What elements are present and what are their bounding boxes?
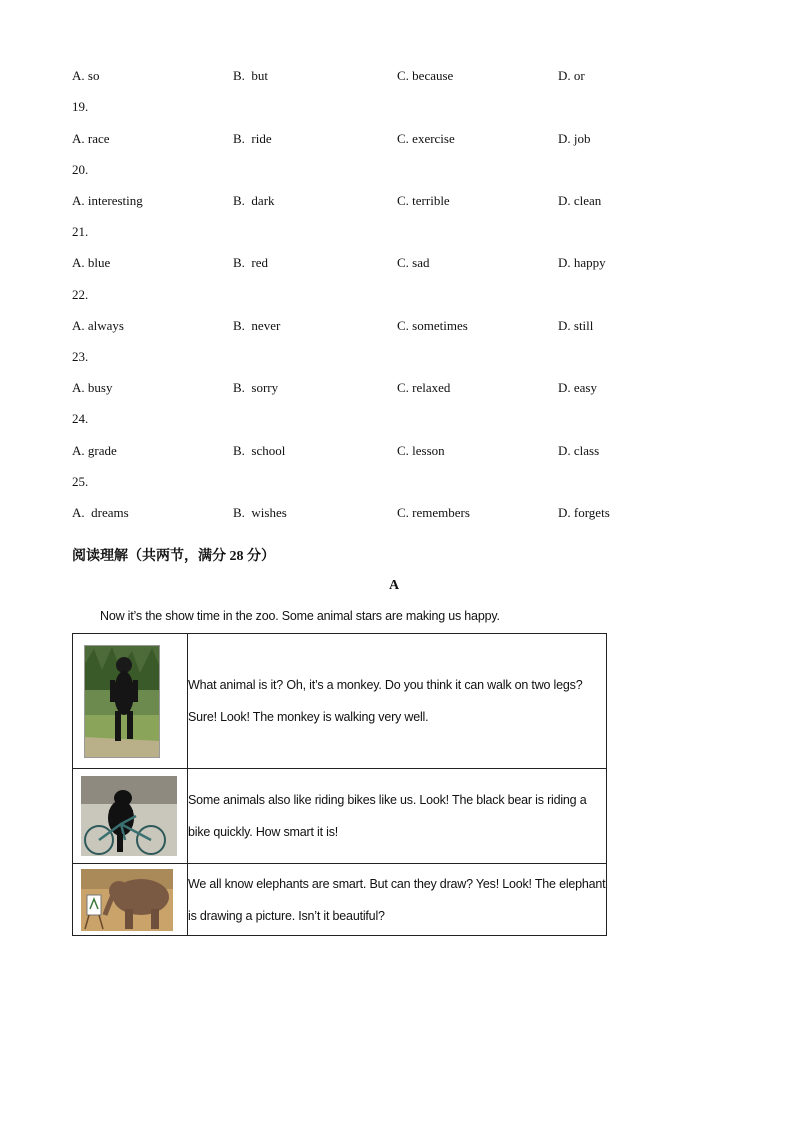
section-title: 阅读理解（共两节，满分 28 分） [72, 549, 275, 564]
table-row [73, 634, 607, 769]
options-row-25 [72, 505, 632, 521]
table-cell-image [73, 769, 188, 864]
options-row-24 [72, 443, 632, 459]
option-a: A. busy [72, 380, 113, 395]
option-b: B. school [233, 443, 286, 458]
option-a: A. dreams [72, 505, 129, 520]
option-c: C. lesson [397, 443, 445, 458]
option-a: A. so [72, 68, 100, 83]
options-row-20 [72, 193, 632, 209]
option-b: B. ride [233, 131, 272, 146]
option-c: C. because [397, 68, 454, 83]
question-number: 23. [72, 349, 89, 364]
monkey-photo-icon [84, 645, 160, 758]
question-number: 25. [72, 474, 89, 489]
option-b: B. sorry [233, 380, 279, 395]
option-d: D. class [558, 443, 600, 458]
option-c: C. exercise [397, 131, 455, 146]
bear-bike-photo [81, 776, 177, 856]
option-a: A. interesting [72, 193, 143, 208]
table-row [73, 864, 607, 936]
bear-bike-photo-icon [81, 776, 177, 856]
options-row-23 [72, 380, 632, 396]
option-c: C. sometimes [397, 318, 468, 333]
table-row [73, 769, 607, 864]
option-a: A. blue [72, 255, 111, 270]
question-number: 24. [72, 411, 89, 426]
options-row-18 [72, 68, 632, 84]
option-a: A. always [72, 318, 124, 333]
option-b: B. never [233, 318, 281, 333]
option-b: B. dark [233, 193, 275, 208]
option-c: C. terrible [397, 193, 450, 208]
question-number: 19. [72, 99, 89, 114]
option-c: C. relaxed [397, 380, 451, 395]
options-row-21 [72, 255, 632, 271]
elephant-photo-icon [81, 869, 173, 931]
table-cell-text: What animal is it? Oh, it’s a monkey. Do you think it can walk on two legs? Sure! Look! The monkey is walking very well. [188, 634, 607, 769]
monkey-photo [84, 645, 160, 758]
option-a: A. race [72, 131, 110, 146]
question-number: 21. [72, 224, 89, 239]
question-number: 20. [72, 162, 89, 177]
option-d: D. or [558, 68, 585, 83]
option-b: B. red [233, 255, 269, 270]
option-c: C. remembers [397, 505, 470, 520]
table-cell-text: We all know elephants are smart. But can they draw? Yes! Look! The elephant is drawing a picture. Isn’t it beautiful? [188, 864, 607, 936]
option-c: C. sad [397, 255, 430, 270]
option-a: A. grade [72, 443, 117, 458]
options-row-19 [72, 131, 632, 147]
options-row-22 [72, 318, 632, 334]
table-cell-image [73, 634, 188, 769]
option-d: D. easy [558, 380, 597, 395]
passage-letter: A [389, 578, 400, 593]
option-d: D. forgets [558, 505, 610, 520]
option-d: D. job [558, 131, 591, 146]
option-b: B. wishes [233, 505, 287, 520]
option-d: D. happy [558, 255, 606, 270]
option-d: D. clean [558, 193, 602, 208]
elephant-photo [81, 869, 173, 931]
table-cell-image [73, 864, 188, 936]
passage-intro: Now it’s the show time in the zoo. Some animal stars are making us happy. [100, 609, 500, 623]
option-b: B. but [233, 68, 269, 83]
table-cell-text: Some animals also like riding bikes like us. Look! The black bear is riding a bike quickly. How smart it is! [188, 769, 607, 864]
option-d: D. still [558, 318, 594, 333]
question-number: 22. [72, 287, 89, 302]
animal-table [72, 633, 607, 936]
